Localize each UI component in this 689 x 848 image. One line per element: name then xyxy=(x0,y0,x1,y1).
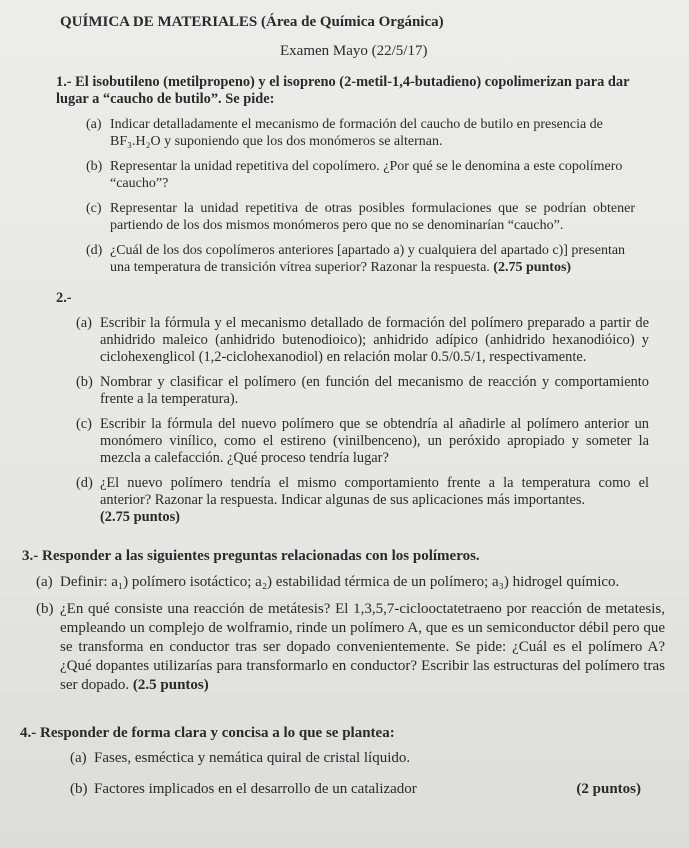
question-4-heading: 4.- Responder de forma clara y concisa a lo que se plantea: xyxy=(20,725,395,741)
item-text: Escribir la fórmula del nuevo polímero que se obtendría al añadirle al polímero anterior un monómero vinílico, como el estireno (vinilbenceno), un peróxido apropiado y someter la mezcla a calefacción. ¿Qué proceso tendría lugar? xyxy=(100,416,649,466)
question-3 xyxy=(18,548,671,695)
question-2-heading: 2.- xyxy=(56,290,72,306)
item-label: (d) xyxy=(86,243,103,258)
question-1-item-b xyxy=(86,158,671,192)
item-label: (a) xyxy=(86,117,102,132)
page-title: QUÍMICA DE MATERIALES (Área de Química Orgánica) xyxy=(60,14,444,30)
item-text-wrap xyxy=(110,242,635,276)
item-text: ¿Cuál de los dos copolímeros anteriores [apartado a) y cualquiera del apartado c)] presentan una temperatura de transición vítrea superior? Razonar la respuesta. xyxy=(110,243,626,275)
question-1-heading: 1.- El isobutileno (metilpropeno) y el isopreno (2-metil-1,4-butadieno) copolimerizan para dar lugar a “caucho de butilo”. Se pide: xyxy=(56,74,630,107)
item-text: Indicar detalladamente el mecanismo de formación del caucho de butilo en presencia de BF₃.H₂O y suponiendo que los dos monómeros se alternan. xyxy=(110,117,603,149)
points-label: (2 puntos) xyxy=(576,781,641,797)
item-text: Representar la unidad repetitiva de otras posibles formulaciones que se podrían obtener partiendo de los dos mismos monómeros pero que no se denominarían “caucho”. xyxy=(110,201,635,233)
points-label: (2.75 puntos) xyxy=(493,260,572,275)
item-label: (b) xyxy=(76,374,93,390)
item-label: (c) xyxy=(76,416,92,432)
item-text: Nombrar y clasificar el polímero (en función del mecanismo de reacción y comportamiento frente a la temperatura). xyxy=(100,374,649,407)
item-label: (b) xyxy=(36,601,54,617)
question-3-item-a xyxy=(36,573,671,592)
item-label: (b) xyxy=(70,781,88,797)
question-4-item-b xyxy=(70,781,671,798)
item-text: Factores implicados en el desarrollo de un catalizador xyxy=(94,781,417,797)
item-text: Escribir la fórmula y el mecanismo detallado de formación del polímero preparado a partir de anhidrido maleico (anhidrido butenodioico); anhidrido adípico (anhidrido hexanodióico) y ciclohexenglicol (1,2-ciclohexanodiol) en relación molar 0.5/0.5/1, respectivamente. xyxy=(100,315,649,365)
question-1-item-c xyxy=(86,200,671,234)
item-text: ¿El nuevo polímero tendría el mismo comportamiento frente a la temperatura como el anterior? Razonar la respuesta. Indicar algunas de sus aplicaciones más importantes. xyxy=(100,475,649,508)
question-4 xyxy=(18,725,671,798)
question-4-item-a xyxy=(70,750,671,767)
points-label: (2.5 puntos) xyxy=(132,677,209,693)
item-text: Representar la unidad repetitiva del copolímero. ¿Por qué se le denomina a este copolímero “caucho”? xyxy=(110,159,623,191)
question-2-item-a xyxy=(76,315,671,366)
question-1 xyxy=(18,74,671,276)
item-label: (d) xyxy=(76,475,93,491)
item-text-wrap xyxy=(100,475,649,526)
item-text: Definir: a₁) polímero isotáctico; a₂) estabilidad térmica de un polímero; a₃) hidrogel químico. xyxy=(60,574,620,590)
item-label: (a) xyxy=(76,315,92,331)
question-3-heading: 3.- Responder a las siguientes preguntas relacionadas con los polímeros. xyxy=(22,548,480,564)
question-1-item-d xyxy=(86,242,671,276)
question-2-item-c xyxy=(76,416,671,467)
item-text: Fases, esméctica y nemática quiral de cristal líquido. xyxy=(94,750,411,766)
exam-date: Examen Mayo (22/5/17) xyxy=(280,43,428,59)
item-text-wrap xyxy=(60,600,665,695)
item-label: (a) xyxy=(70,750,87,766)
item-text: ¿En qué consiste una reacción de metátesis? El 1,3,5,7-ciclooctatetraeno por reacción de metatesis, empleando un complejo de wolframio, rinde un polímero A, que es un semiconductor débil pero que se transforma en conductor tras ser dopado convenientemente. Se pide: ¿Cuál es el polímero A? ¿Qué dopantes utilizarías para transformarlo en conductor? Escribir las estructuras del polímero tras ser dopado. xyxy=(60,601,665,693)
question-2-item-b xyxy=(76,374,671,408)
question-3-item-b xyxy=(36,600,671,695)
item-label: (c) xyxy=(86,201,102,216)
item-label: (a) xyxy=(36,574,53,590)
item-label: (b) xyxy=(86,159,103,174)
question-2 xyxy=(18,290,671,526)
question-2-item-d xyxy=(76,475,671,526)
question-1-item-a xyxy=(86,116,671,150)
points-label: (2.75 puntos) xyxy=(100,509,180,525)
